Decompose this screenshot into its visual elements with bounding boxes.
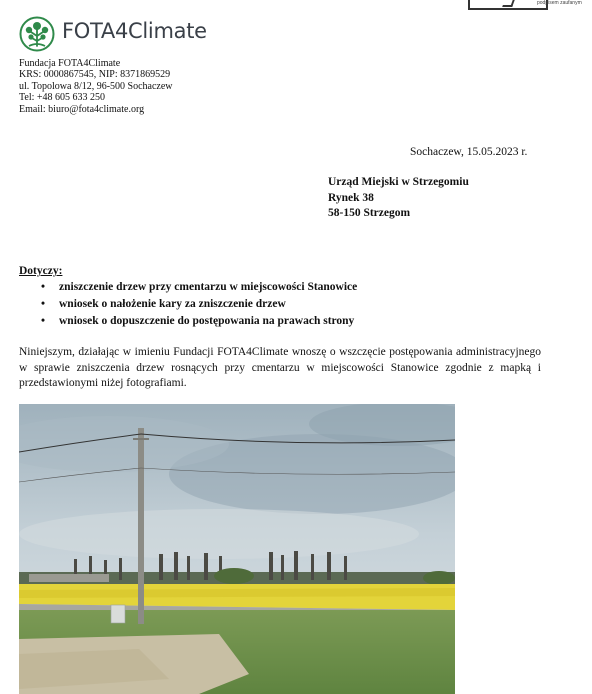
body-paragraph: Niniejszym, działając w imieniu Fundacji FOTA4Climate wnoszę o wszczęcie postępowania administracyjnego w sprawie zniszczenia drzew rosnących przy cmentarzu w miejscowości Stanowice zgodnie z mapką i przedstawionymi niżej fotografiami.: [19, 346, 541, 389]
addressee-city: 58-150 Strzegom: [328, 207, 411, 219]
bullet-icon: •: [41, 298, 46, 310]
organization-details: [19, 58, 173, 115]
bullet-icon: •: [41, 315, 46, 327]
org-address: ul. Topolowa 8/12, 96-500 Sochaczew: [19, 80, 173, 92]
org-name: Fundacja FOTA4Climate: [19, 58, 121, 69]
addressee-name: Urząd Miejski w Strzegomiu: [328, 176, 469, 188]
stamp-caption: podpisem zaufanym: [537, 0, 582, 6]
addressee-street: Rynek 38: [328, 191, 374, 204]
bullet-icon: •: [41, 281, 46, 293]
foundation-logo-icon: [19, 16, 55, 52]
subject-heading: Dotyczy:: [19, 265, 63, 277]
addressee-block: [328, 175, 469, 222]
field-photo: [19, 404, 455, 694]
org-phone: Tel: +48 605 633 250: [19, 92, 106, 104]
logo-wordmark: FOTA4Climate: [62, 19, 207, 43]
org-registry: KRS: 0000867545, NIP: 8371869529: [19, 69, 171, 81]
document-date: Sochaczew, 15.05.2023 r.: [410, 146, 528, 158]
org-email: Email: biuro@fota4climate.org: [19, 103, 145, 115]
